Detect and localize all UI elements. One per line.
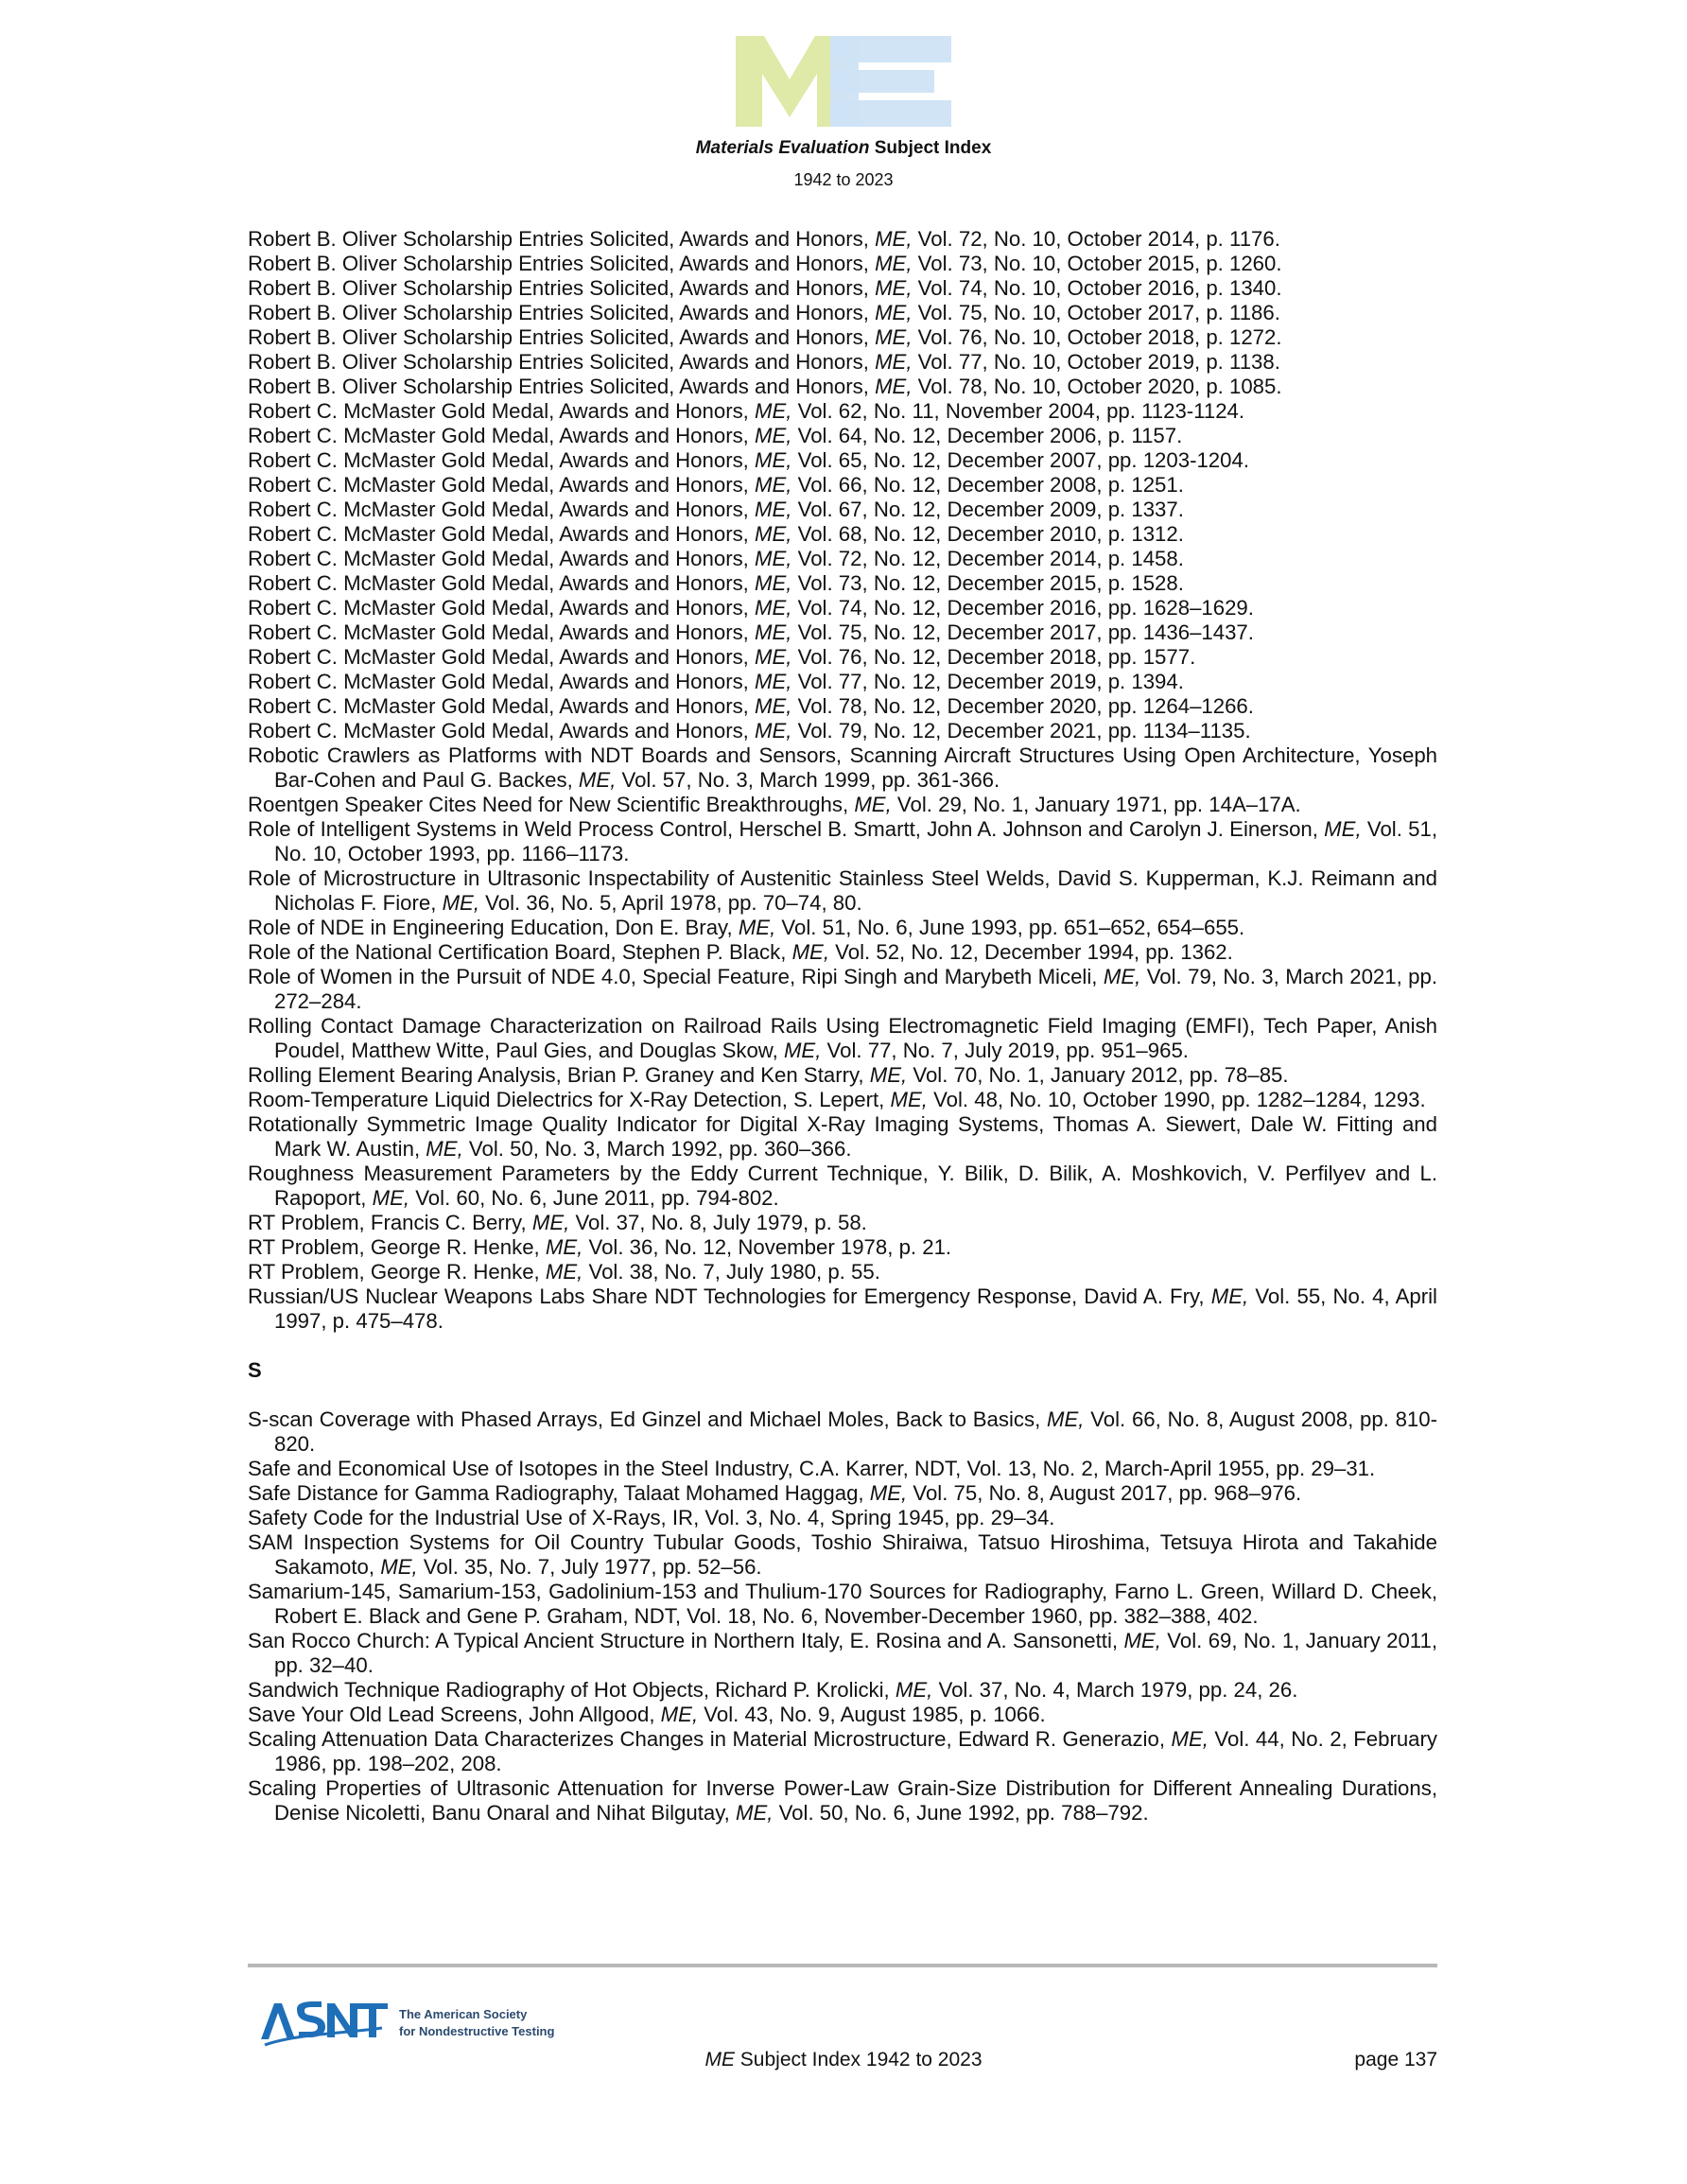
index-entry: Roughness Measurement Parameters by the Eddy Current Technique, Y. Bilik, D. Bilik, A. Moshkovich, V. Perfilyev and L. Rapoport, ME, Vol. 60, No. 6, June 2011, pp. 794-802.	[248, 1162, 1437, 1210]
index-entry: Robert C. McMaster Gold Medal, Awards and Honors, ME, Vol. 64, No. 12, December 2006, p. 1157.	[248, 424, 1183, 447]
journal-abbrev: ME,	[426, 1137, 463, 1161]
journal-abbrev: ME,	[660, 1703, 699, 1726]
index-entry: Robert C. McMaster Gold Medal, Awards and Honors, ME, Vol. 72, No. 12, December 2014, p. 1458.	[248, 547, 1184, 570]
journal-abbrev: ME,	[1171, 1727, 1209, 1751]
journal-abbrev: ME,	[1047, 1407, 1085, 1431]
journal-abbrev: ME,	[755, 694, 792, 718]
journal-abbrev: ME,	[578, 768, 617, 792]
journal-abbrev: ME,	[755, 645, 792, 669]
journal-abbrev: ME,	[875, 252, 913, 275]
journal-abbrev: ME,	[372, 1186, 410, 1210]
journal-abbrev: ME,	[875, 276, 913, 300]
journal-abbrev: ME,	[755, 596, 792, 620]
journal-abbrev: ME,	[755, 571, 792, 595]
journal-abbrev: ME,	[875, 350, 913, 374]
index-entry: Safe Distance for Gamma Radiography, Talaat Mohamed Haggag, ME, Vol. 75, No. 8, August 2017, pp. 968–976.	[248, 1481, 1302, 1505]
index-entry: Safety Code for the Industrial Use of X-Rays, IR, Vol. 3, No. 4, Spring 1945, pp. 29–34.	[248, 1506, 1055, 1529]
index-entry: RT Problem, Francis C. Berry, ME, Vol. 37, No. 8, July 1979, p. 58.	[248, 1211, 867, 1234]
journal-abbrev: ME,	[875, 375, 913, 398]
page-number: page 137	[1354, 2049, 1437, 2070]
journal-abbrev: ME,	[875, 301, 913, 324]
journal-abbrev: ME,	[854, 793, 892, 816]
journal-abbrev: ME,	[545, 1260, 583, 1284]
index-entry: Role of the National Certification Board, Stephen P. Black, ME, Vol. 52, No. 12, December 1994, pp. 1362.	[248, 940, 1233, 964]
index-entry: Robert C. McMaster Gold Medal, Awards and Honors, ME, Vol. 62, No. 11, November 2004, pp. 1123-1124.	[248, 399, 1245, 423]
index-entry: Safe and Economical Use of Isotopes in the Steel Industry, C.A. Karrer, NDT, Vol. 13, No. 2, March-April 1955, pp. 29–31.	[248, 1457, 1376, 1480]
index-entry: Russian/US Nuclear Weapons Labs Share NDT Technologies for Emergency Response, David A. Fry, ME, Vol. 55, No. 4, April 1997, p. 475–478.	[248, 1284, 1437, 1333]
me-logo	[736, 36, 951, 127]
journal-abbrev: ME,	[738, 916, 776, 939]
journal-abbrev: ME,	[869, 1481, 908, 1505]
journal-abbrev: ME,	[755, 424, 792, 447]
index-entry: Role of Women in the Pursuit of NDE 4.0, Special Feature, Ripi Singh and Marybeth Miceli, ME, Vol. 79, No. 3, March 2021, pp. 272–284.	[248, 965, 1438, 1013]
index-entry: Robert B. Oliver Scholarship Entries Solicited, Awards and Honors, ME, Vol. 72, No. 10, October 2014, p. 1176.	[248, 227, 1280, 251]
journal-abbrev: ME,	[755, 473, 792, 497]
journal-abbrev: ME,	[755, 620, 792, 644]
index-entry: Robert C. McMaster Gold Medal, Awards and Honors, ME, Vol. 66, No. 12, December 2008, p. 1251.	[248, 473, 1184, 497]
index-entry: SAM Inspection Systems for Oil Country Tubular Goods, Toshio Shiraiwa, Tatsuo Hiroshima, Tetsuya Hirota and Takahide Sakamoto, ME, Vol. 35, No. 7, July 1977, pp. 52–56.	[248, 1530, 1437, 1579]
entries-r-list	[248, 227, 1437, 1334]
journal-abbrev: ME,	[875, 227, 913, 251]
index-entry: Robert B. Oliver Scholarship Entries Solicited, Awards and Honors, ME, Vol. 76, No. 10, October 2018, p. 1272.	[248, 325, 1282, 349]
index-entry: Robert C. McMaster Gold Medal, Awards and Honors, ME, Vol. 67, No. 12, December 2009, p. 1337.	[248, 498, 1184, 521]
journal-abbrev: ME,	[531, 1211, 570, 1234]
index-content	[248, 227, 1437, 1826]
index-entry: Robert C. McMaster Gold Medal, Awards and Honors, ME, Vol. 79, No. 12, December 2021, pp. 1134–1135.	[248, 719, 1251, 743]
journal-abbrev: ME,	[890, 1088, 928, 1111]
footer-divider	[248, 1964, 1437, 1967]
index-entry: S-scan Coverage with Phased Arrays, Ed Ginzel and Michael Moles, Back to Basics, ME, Vol. 66, No. 8, August 2008, pp. 810-820.	[248, 1407, 1437, 1456]
index-entry: Robert B. Oliver Scholarship Entries Solicited, Awards and Honors, ME, Vol. 73, No. 10, October 2015, p. 1260.	[248, 252, 1282, 275]
index-entry: Role of Microstructure in Ultrasonic Inspectability of Austenitic Stainless Steel Welds, David S. Kupperman, K.J. Reimann and Nicholas F. Fiore, ME, Vol. 36, No. 5, April 1978, pp. 70–74, 80.	[248, 866, 1437, 915]
index-years: 1942 to 2023	[793, 170, 894, 189]
index-entry: Robert C. McMaster Gold Medal, Awards and Honors, ME, Vol. 68, No. 12, December 2010, p. 1312.	[248, 522, 1184, 546]
index-entry: Samarium-145, Samarium-153, Gadolinium-153 and Thulium-170 Sources for Radiography, Farno L. Green, Willard D. Cheek, Robert E. Black and Gene P. Graham, NDT, Vol. 18, No. 6, November-December 1960, pp. 382–388, 402.	[248, 1580, 1437, 1628]
index-entry: Robert C. McMaster Gold Medal, Awards and Honors, ME, Vol. 65, No. 12, December 2007, pp. 1203-1204.	[248, 448, 1249, 472]
journal-abbrev: ME,	[1324, 817, 1362, 841]
asnt-logo	[259, 1990, 555, 2054]
index-entry: Robotic Crawlers as Platforms with NDT Boards and Sensors, Scanning Aircraft Structures Using Open Architecture, Yoseph Bar-Cohen and Paul G. Backes, ME, Vol. 57, No. 3, March 1999, pp. 361-366.	[248, 743, 1437, 792]
index-entry: Rotationally Symmetric Image Quality Indicator for Digital X-Ray Imaging Systems, Thomas A. Siewert, Dale W. Fitting and Mark W. Austin, ME, Vol. 50, No. 3, March 1992, pp. 360–366.	[248, 1112, 1437, 1161]
journal-abbrev: ME,	[442, 891, 480, 915]
index-entry: Robert C. McMaster Gold Medal, Awards and Honors, ME, Vol. 74, No. 12, December 2016, pp. 1628–1629.	[248, 596, 1254, 620]
journal-abbrev: ME,	[791, 940, 830, 964]
entries-s-list	[248, 1407, 1437, 1826]
index-entry: Robert B. Oliver Scholarship Entries Solicited, Awards and Honors, ME, Vol. 77, No. 10, October 2019, p. 1138.	[248, 350, 1280, 374]
index-title: Materials Evaluation Subject Index	[695, 138, 992, 158]
journal-abbrev: ME,	[545, 1235, 583, 1259]
index-entry: Room-Temperature Liquid Dielectrics for X-Ray Detection, S. Lepert, ME, Vol. 48, No. 10, October 1990, pp. 1282–1284, 1293.	[248, 1088, 1426, 1111]
journal-abbrev: ME,	[755, 547, 792, 570]
index-entry: RT Problem, George R. Henke, ME, Vol. 36, No. 12, November 1978, p. 21.	[248, 1235, 952, 1259]
journal-abbrev: ME,	[755, 670, 792, 693]
journal-abbrev: ME,	[783, 1039, 822, 1062]
footer-title: ME Subject Index 1942 to 2023	[704, 2049, 983, 2070]
index-entry: Save Your Old Lead Screens, John Allgood, ME, Vol. 43, No. 9, August 1985, p. 1066.	[248, 1703, 1046, 1726]
svg-text:The American Society: The American Society	[399, 2007, 528, 2021]
journal-abbrev: ME,	[735, 1801, 774, 1825]
index-entry: Robert B. Oliver Scholarship Entries Solicited, Awards and Honors, ME, Vol. 74, No. 10, October 2016, p. 1340.	[248, 276, 1282, 300]
journal-abbrev: ME,	[895, 1678, 933, 1702]
index-entry: Scaling Attenuation Data Characterizes Changes in Material Microstructure, Edward R. Generazio, ME, Vol. 44, No. 2, February 1986, pp. 198–202, 208.	[248, 1727, 1437, 1775]
journal-abbrev: ME,	[1210, 1284, 1249, 1308]
index-entry: Robert C. McMaster Gold Medal, Awards and Honors, ME, Vol. 78, No. 12, December 2020, pp. 1264–1266.	[248, 694, 1254, 718]
index-entry: Sandwich Technique Radiography of Hot Objects, Richard P. Krolicki, ME, Vol. 37, No. 4, March 1979, pp. 24, 26.	[248, 1678, 1298, 1702]
index-entry: Robert B. Oliver Scholarship Entries Solicited, Awards and Honors, ME, Vol. 78, No. 10, October 2020, p. 1085.	[248, 375, 1282, 398]
journal-abbrev: ME,	[755, 522, 792, 546]
index-entry: RT Problem, George R. Henke, ME, Vol. 38, No. 7, July 1980, p. 55.	[248, 1260, 880, 1284]
svg-text:for Nondestructive Testing: for Nondestructive Testing	[399, 2024, 555, 2038]
journal-abbrev: ME,	[755, 448, 792, 472]
index-entry: Roentgen Speaker Cites Need for New Scientific Breakthroughs, ME, Vol. 29, No. 1, January 1971, pp. 14A–17A.	[248, 793, 1301, 816]
index-entry: Scaling Properties of Ultrasonic Attenuation for Inverse Power-Law Grain-Size Distribution for Different Annealing Durations, Denise Nicoletti, Banu Onaral and Nihat Bilgutay, ME, Vol. 50, No. 6, June 1992, pp. 788–792.	[248, 1776, 1437, 1825]
index-entry: Rolling Contact Damage Characterization on Railroad Rails Using Electromagnetic Field Imaging (EMFI), Tech Paper, Anish Poudel, Matthew Witte, Paul Gies, and Douglas Skow, ME, Vol. 77, No. 7, July 2019, pp. 951–965.	[248, 1014, 1437, 1062]
index-entry: Role of NDE in Engineering Education, Don E. Bray, ME, Vol. 51, No. 6, June 1993, pp. 651–652, 654–655.	[248, 916, 1245, 939]
section-letter-s: S	[248, 1358, 262, 1382]
index-entry: Robert C. McMaster Gold Medal, Awards and Honors, ME, Vol. 75, No. 12, December 2017, pp. 1436–1437.	[248, 620, 1254, 644]
index-entry: Robert C. McMaster Gold Medal, Awards and Honors, ME, Vol. 76, No. 12, December 2018, pp. 1577.	[248, 645, 1196, 669]
index-entry: Rolling Element Bearing Analysis, Brian P. Graney and Ken Starry, ME, Vol. 70, No. 1, January 2012, pp. 78–85.	[248, 1063, 1289, 1087]
journal-abbrev: ME,	[1123, 1629, 1161, 1652]
index-entry: Role of Intelligent Systems in Weld Process Control, Herschel B. Smartt, John A. Johnson and Carolyn J. Einerson, ME, Vol. 51, No. 10, October 1993, pp. 1166–1173.	[248, 817, 1437, 865]
journal-abbrev: ME,	[875, 325, 913, 349]
journal-abbrev: ME,	[755, 399, 792, 423]
journal-abbrev: ME,	[755, 719, 792, 743]
index-entry: Robert B. Oliver Scholarship Entries Solicited, Awards and Honors, ME, Vol. 75, No. 10, October 2017, p. 1186.	[248, 301, 1280, 324]
index-entry: Robert C. McMaster Gold Medal, Awards and Honors, ME, Vol. 73, No. 12, December 2015, p. 1528.	[248, 571, 1184, 595]
journal-abbrev: ME,	[1103, 965, 1141, 988]
index-entry: San Rocco Church: A Typical Ancient Structure in Northern Italy, E. Rosina and A. Sansonetti, ME, Vol. 69, No. 1, January 2011, pp. 32–40.	[248, 1629, 1437, 1677]
journal-abbrev: ME,	[380, 1555, 418, 1579]
journal-abbrev: ME,	[755, 498, 792, 521]
page-header	[0, 36, 1687, 191]
index-entry: Robert C. McMaster Gold Medal, Awards and Honors, ME, Vol. 77, No. 12, December 2019, p. 1394.	[248, 670, 1184, 693]
journal-abbrev: ME,	[869, 1063, 908, 1087]
